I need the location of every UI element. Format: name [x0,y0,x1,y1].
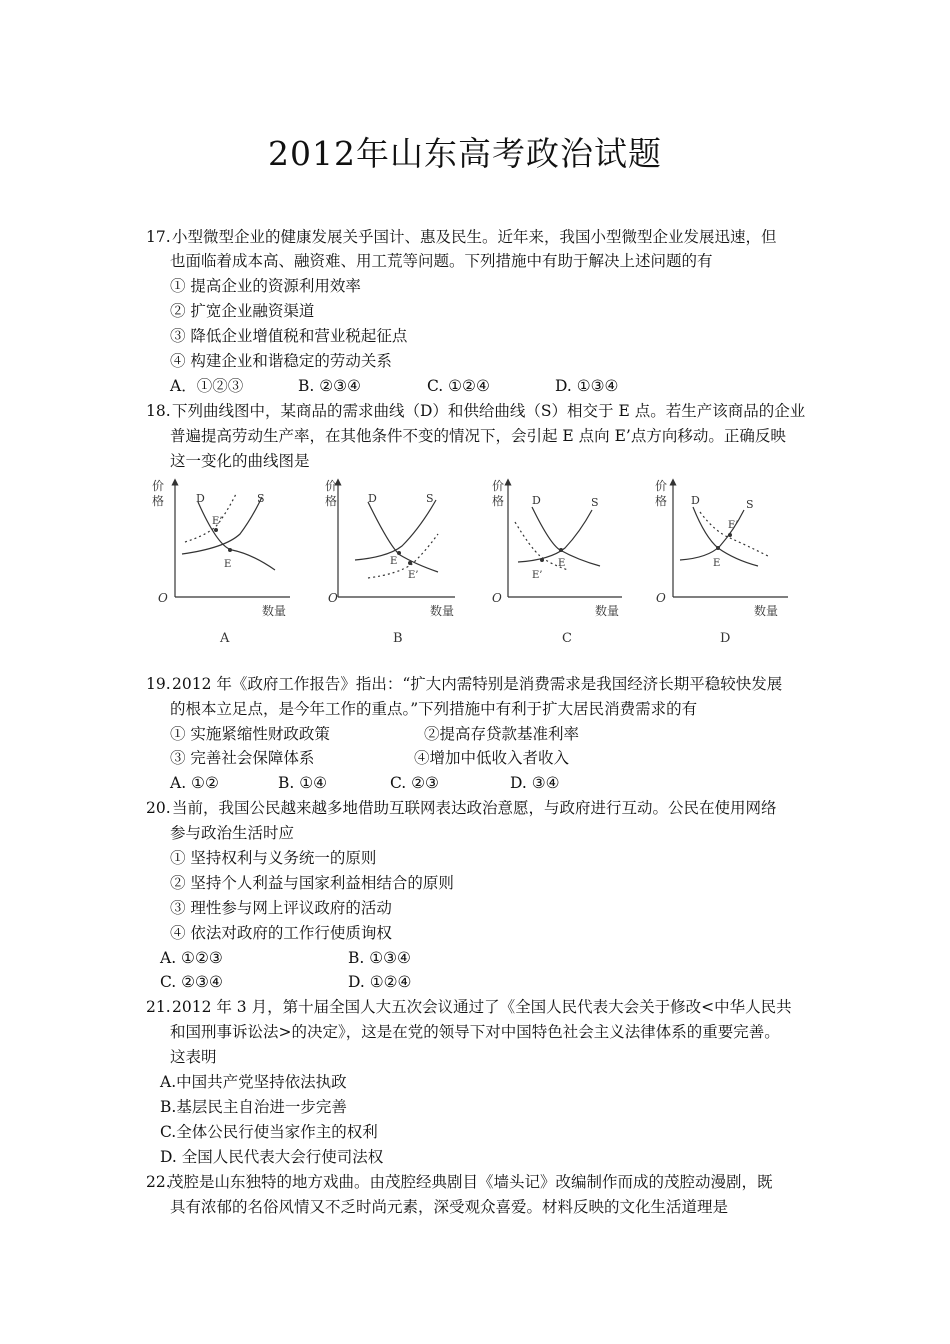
question-20-choice-c: C. ②③④ [160,973,223,991]
price-label-d2: 格 [655,494,668,508]
e-prime-label-a: E’ [212,516,223,527]
question-17-item-3: ③ 降低企业增值税和营业税起征点 [170,327,408,345]
d-label-d: D [691,494,700,507]
question-19-stem-line-1: 2012 年《政府工作报告》指出：“扩大内需特别是消费需求是我国经济长期平稳较快发展 [172,675,783,693]
graph-panel-b [325,479,455,646]
panel-label-c: C [562,631,572,646]
panel-label-a: A [220,631,230,646]
shifted-demand-d [700,512,768,556]
panel-label-b: B [393,631,403,646]
question-19-number: 19. [146,675,171,693]
question-20-choice-d: D. ①②④ [348,973,412,991]
price-label-c1: 价 [492,479,505,493]
graph-panel-d [655,479,788,646]
question-20-stem-line-2: 参与政治生活时应 [170,824,295,842]
question-20-choice-a: A. ①②③ [160,949,223,967]
e-prime-label-b: E’ [408,570,419,581]
e-label-b: E [390,556,398,567]
question-21-stem-line-3: 这表明 [170,1048,217,1066]
question-19-choice-d: D. ③④ [510,774,560,792]
question-17-choice-c: C. ①②④ [427,377,490,395]
question-19-item-1: ① 实施紧缩性财政政策 [170,725,330,743]
question-19-item-3: ③ 完善社会保障体系 [170,749,315,767]
e-label-a: E [224,559,232,570]
question-18-stem-line-3: 这一变化的曲线图是 [170,452,310,470]
d-label-b: D [368,492,377,505]
question-21-choice-b: B.基层民主自治进一步完善 [160,1098,347,1116]
d-label-a: D [196,492,205,505]
price-label-b1: 价 [325,479,338,493]
question-20-choice-b: B. ①③④ [348,949,411,967]
quantity-label-d: 数量 [754,604,779,618]
demand-curve-b [368,502,438,572]
price-label-a1: 价 [152,479,165,493]
s-label-b: S [426,492,434,505]
question-20-item-4: ④ 依法对政府的工作行使质询权 [170,924,392,942]
question-22-number: 22. [146,1173,171,1191]
d-label-c: D [532,494,541,507]
question-21-choice-d: D. 全国人民代表大会行使司法权 [160,1148,384,1166]
question-21-choice-c: C.全体公民行使当家作主的权利 [160,1123,378,1141]
question-17-item-1: ① 提高企业的资源利用效率 [170,277,361,295]
origin-label-c: O [492,591,502,605]
demand-curve-c [532,507,600,566]
origin-label-a: O [158,591,168,605]
price-label-b2: 格 [325,494,338,508]
question-20-item-3: ③ 理性参与网上评议政府的活动 [170,899,392,917]
question-19-choice-c: C. ②③ [390,774,439,792]
question-18-stem-line-2: 普遍提高劳动生产率，在其他条件不变的情况下，会引起 E 点向 E’点方向移动。正确反映 [170,427,786,445]
question-19-item-4: ④增加中低收入者收入 [414,749,570,767]
question-17-item-2: ② 扩宽企业融资渠道 [170,302,315,320]
supply-curve-c [518,510,592,562]
question-22-stem-line-2: 具有浓郁的名俗风情又不乏时尚元素，深受观众喜爱。材料反映的文化生活道理是 [170,1198,729,1216]
page-title: 2012年山东高考政治试题 [268,134,662,173]
question-19-stem-line-2: 的根本立足点，是今年工作的重点。”下列措施中有利于扩大居民消费需求的有 [170,700,698,718]
price-label-d1: 价 [655,479,668,493]
question-17-stem-line-1: 小型微型企业的健康发展关乎国计、惠及民生。近年来，我国小型微型企业发展迅速，但 [172,228,777,246]
question-21-number: 21. [146,998,171,1016]
question-21-stem-line-2: 和国刑事诉讼法>的决定》，这是在党的领导下对中国特色社会主义法律体系的重要完善。 [170,1023,780,1041]
question-21-stem-line-1: 2012 年 3 月，第十届全国人大五次会议通过了《全国人民代表大会关于修改<中华人民共 [172,998,792,1016]
e-prime-label-c: E’ [532,570,543,581]
question-18-stem-line-1: 下列曲线图中，某商品的需求曲线（D）和供给曲线（S）相交于 E 点。若生产该商品的企业 [172,402,806,420]
s-label-a: S [257,492,265,505]
origin-label-d: O [656,591,666,605]
question-20-item-1: ① 坚持权利与义务统一的原则 [170,849,377,867]
price-label-c2: 格 [492,494,505,508]
price-label-a2: 格 [152,494,165,508]
origin-label-b: O [328,591,338,605]
question-20-item-2: ② 坚持个人利益与国家利益相结合的原则 [170,874,454,892]
question-17-choice-a: A．①②③ [170,377,244,395]
graph-panel-c [492,479,622,646]
question-22-stem-line-1: 茂腔是山东独特的地方戏曲。由茂腔经典剧目《墙头记》改编制作而成的茂腔动漫剧，既 [168,1173,773,1191]
e-label-c: E [558,558,566,569]
quantity-label-c: 数量 [595,604,620,618]
question-19-item-2: ②提高存贷款基准利率 [424,725,580,743]
question-17-number: 17. [146,228,171,246]
question-18-number: 18. [146,402,171,420]
question-17-stem-line-2: 也面临着成本高、融资难、用工荒等问题。下列措施中有助于解决上述问题的有 [170,252,713,270]
question-19-choice-a: A. ①② [170,774,219,792]
quantity-label-b: 数量 [430,604,455,618]
graph-panel-a [152,479,290,646]
question-21-choice-a: A.中国共产党坚持依法执政 [160,1073,347,1091]
quantity-label-a: 数量 [262,604,287,618]
supply-demand-graphs [140,472,800,657]
question-20-stem-line-1: 当前，我国公民越来越多地借助互联网表达政治意愿，与政府进行互动。公民在使用网络 [172,799,777,817]
e-label-d: E [713,558,721,569]
question-17-choice-b: B. ②③④ [298,377,361,395]
question-19-choice-b: B. ①④ [278,774,328,792]
shifted-supply-a [185,494,236,542]
supply-curve-d [680,510,744,560]
s-label-d: S [746,498,754,511]
demand-curve-a [198,502,275,570]
question-17-choice-d: D. ①③④ [555,377,619,395]
question-20-number: 20. [146,799,171,817]
panel-label-d: D [720,631,731,646]
e-prime-label-d: E’ [728,520,739,531]
question-17-item-4: ④ 构建企业和谐稳定的劳动关系 [170,352,392,370]
s-label-c: S [591,496,599,509]
